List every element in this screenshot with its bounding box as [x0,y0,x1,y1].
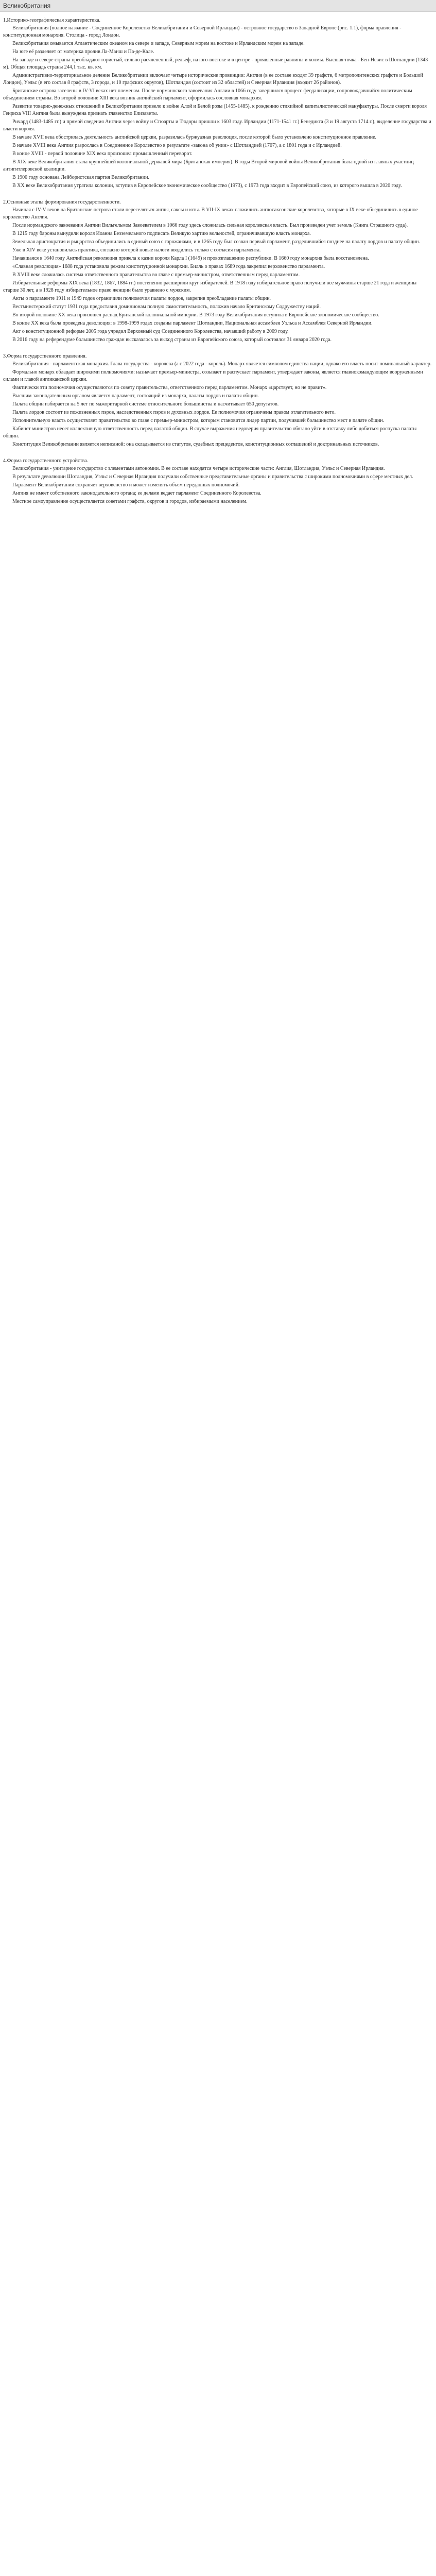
paragraph: Местное самоуправление осуществляется советами графств, округов и городов, избираемыми населением. [12,499,248,504]
paragraph: Англия не имеет собственного законодательного органа; ее делами ведает парламент Соединенного Королевства. [12,490,261,496]
paragraph: Великобритания (полное название - Соединенное Королевство Великобритании и Северной Ирландии) - островное государство в Западной Европе (рис. 1.1), форма правления - конституционная монархия. Столица - город Лондон. [3,25,402,38]
paragraph: Земельная аристократия и рыцарство объединились в единый союз с горожанами, и в 1265 году был созван первый парламент, разделившийся позднее на палату лордов и палату общин. [12,239,420,245]
document-section [3,353,433,454]
paragraph: Начавшаяся в 1640 году Английская революция привела к казни короля Карла I (1649) и провозглашению республики. В 1660 году монархия была восстановлена. [12,256,369,261]
paragraph: Развитие товарно-денежных отношений в Великобритании привело к войне Алой и Белой розы (1455-1485), к рождению стихийной капиталистической мануфактуры. После смерти короля Генриха VIII Англия была вынуждена признать главенство Елизаветы. [3,104,427,116]
paragraph: Акты о парламенте 1911 и 1949 годов ограничили полномочия палаты лордов, закрепив преобладание палаты общин. [12,296,271,301]
section-spacer [3,345,433,350]
paragraph: Великобритания - парламентская монархия. Глава государства - королева (а с 2022 года - король). Монарх является символом единства нации, однако его власть носит номинальный характер. [12,361,432,367]
paragraph: Великобритания омывается Атлантическим океаном на севере и западе, Северным морем на востоке и Ирландским морем на западе. [12,41,305,46]
document-section [3,17,433,196]
paragraph: Палата лордов состоит из пожизненных пэров, наследственных пэров и духовных лордов. Ее полномочия ограничены правом отлагательного вето. [12,410,336,415]
paragraph: «Славная революция» 1688 года установила режим конституционной монархии. Билль о правах 1689 года закрепил верховенство парламента. [12,264,325,269]
paragraph: В XX веке Великобритания утратила колонии, вступив в Европейское экономическое сообщество (1973), с 1973 года входит в Европейский союз, из которого вышла в 2020 году. [12,183,402,189]
paragraph: В результате деволюции Шотландия, Уэльс и Северная Ирландия получили собственные представительные органы и правительства с широкими полномочиями в сфере местных дел. [12,474,413,480]
paragraph: На западе и севере страны преобладают гористый, сильно расчлененный, рельеф, на юго-востоке и в центре - проявленные равнины и холмы. Высшая точка - Бен-Невис в Шотландии (1343 м). Общая площадь страны 244,1 тыс. кв. км. [3,57,428,70]
section-spacer [3,449,433,454]
paragraph: Избирательные реформы XIX века (1832, 1867, 1884 гг.) постепенно расширили круг избирателей. В 1918 году избирательное право получили все мужчины старше 21 года и женщины старше 30 лет, а в 1928 году избирательное право женщин было уравнено с мужским. [3,280,417,293]
paragraph: Во второй половине XX века произошел распад Британской колониальной империи. В 1973 году Великобритания вступила в Европейское экономическое сообщество. [12,312,379,318]
paragraph: Акт о конституционной реформе 2005 года учредил Верховный суд Соединенного Королевства, начавший работу в 2009 году. [12,329,289,334]
paragraph: На юге её разделяет от материка пролив Ла-Манш и Па-де-Кале. [12,49,154,55]
paragraph: Ричард (1483-1485 гг.) и прямой сведения Англии через войну и Стюарты и Тюдоры пришли к 1603 году. Ирландии (1171-1541 гг.) Бенедикта (3 и 19 августа 1714 г.), выделение государства и власти короля. [3,119,431,132]
paragraph: Исполнительную власть осуществляет правительство во главе с премьер-министром, которым становится лидер партии, получившей большинство мест в палате общин. [12,418,385,423]
paragraph: Фактически эти полномочия осуществляются по совету правительства, ответственного перед парламентом. Монарх «царствует, но не правит». [12,385,327,391]
paragraph: Конституция Великобритании является неписаной: она складывается из статутов, судебных прецедентов, конституционных соглашений и доктринальных источников. [12,442,379,447]
paragraph: В 2016 году на референдуме большинство граждан высказалось за выход страны из Европейского союза, который состоялся 31 января 2020 года. [12,337,332,343]
paragraph: Великобритания - унитарное государство с элементами автономии. В ее составе находятся четыре исторические части: Англия, Шотландия, Уэльс и Северная Ирландия. [12,466,385,471]
paragraph: В начале XVII века обострилась деятельность английской церкви, разразилась буржуазная революция, после которой было установлено конституционное правление. [12,134,377,140]
page-title: Великобритания [3,2,51,9]
paragraph: Высшим законодательным органом является парламент, состоящий из монарха, палаты лордов и палаты общин. [12,393,259,399]
document-body [0,12,436,505]
section-title: 4.Форма государственного устройства. [3,458,89,464]
paragraph: В начале XVIII века Англия разрослась в Соединенное Королевство в результате «закона об унии» с Шотландией (1707), а с 1801 года и с Ирландией. [12,143,342,148]
paragraph: Начиная с IV-V веков на Британские острова стали переселяться англы, саксы и юты. В VII-IX веках сложились англосаксонские королевства, которые в IX веке объединились в единое королевство Англия. [3,207,418,220]
section-title: 1.Историко-географическая характеристика. [3,18,101,23]
paragraph: В 1900 году основана Лейбористская партия Великобритании. [12,175,149,180]
document-section [3,199,433,350]
paragraph: Формально монарх обладает широкими полномочиями: назначает премьер-министра, созывает и распускает парламент, утверждает законы, является главнокомандующим вооруженными силами и главой англиканской церкви. [3,369,423,382]
paragraph: Административно-территориальное деление Великобритании включает четыре исторические провинции: Англия (в ее составе входят 39 графств, 6 метрополитенских графств и Большой Лондон), Уэльс (в его состав 8 графств, 3 города, и 10 графских округов), Шотландия (состоит из 32 областей) и Северная Ирландия (входит 26 районов). [3,73,423,86]
paragraph: В конце XX века была проведена деволюция: в 1998-1999 годах созданы парламент Шотландии, Национальная ассамблея Уэльса и Ассамблея Северной Ирландии. [12,320,373,326]
paragraph: В 1215 году бароны вынудили короля Иоанна Безземельного подписать Великую хартию вольностей, ограничивавшую власть монарха. [12,231,311,236]
paragraph: После нормандского завоевания Англии Вильгельмом Завоевателем в 1066 году здесь сложилась сильная королевская власть. Был произведен учет земель (Книга Страшного суда). [12,223,408,228]
section-spacer [3,191,433,196]
sections-container [3,17,433,505]
section-title: 3.Форма государственного правления. [3,353,87,359]
paragraph: В конце XVIII - первой половине XIX века произошел промышленный переворот. [12,151,193,157]
paragraph: Парламент Великобритании сохраняет верховенство и может изменять объем переданных полномочий. [12,482,240,488]
section-title: 2.Основные этапы формирования государственности. [3,199,121,205]
page-header [0,0,436,12]
document-section [3,457,433,505]
paragraph: Британские острова заселены в IV-VI веках нет племенам. После норманнского завоевания Англии в 1066 году завершился процесс феодализации, сопровождавшийся политическим объединением страны. Во второй половине XIII века возник английский парламент, оформилась сословная монархия. [3,88,412,101]
paragraph: Уже в XIV веке установилась практика, согласно которой новые налоги вводились только с согласия парламента. [12,247,261,253]
paragraph: Вестминстерский статут 1931 года предоставил доминионам полную самостоятельность, положив начало Британскому Содружеству наций. [12,304,321,310]
paragraph: Кабинет министров несет коллективную ответственность перед палатой общин. В случае выражения недоверия правительство обязано уйти в отставку либо добиться роспуска палаты общин. [3,426,417,439]
paragraph: Палата общин избирается на 5 лет по мажоритарной системе относительного большинства и насчитывает 650 депутатов. [12,401,279,407]
paragraph: В XIX веке Великобритания стала крупнейшей колониальной державой мира (Британская империя). В годы Второй мировой войны Великобритания была одной из главных участниц антигитлеровской коалиции. [3,159,414,172]
paragraph: В XVIII веке сложилась система ответственного правительства во главе с премьер-министром, ответственным перед парламентом. [12,272,300,278]
